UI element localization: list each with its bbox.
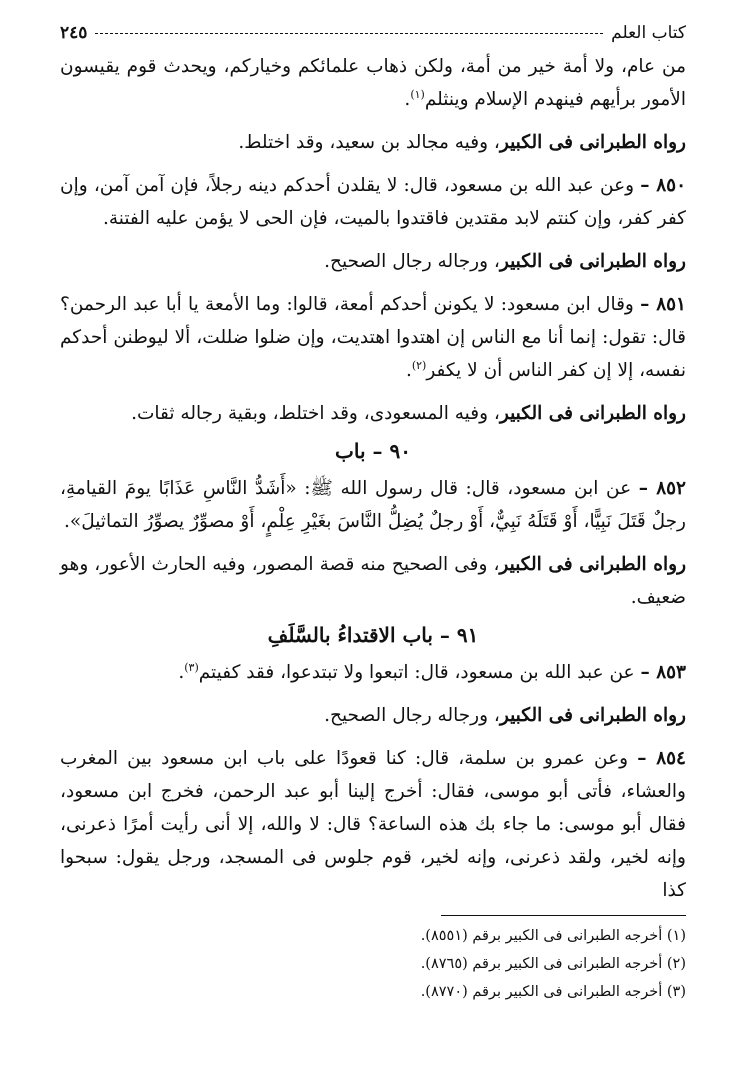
hadith-852: ٨٥٢ – عن ابن مسعود، قال: قال رسول الله ﷺ: «أَشَدُّ النَّاسِ عَذَابًا يومَ القيامةِ، رجلٌ قَتَلَ نَبِيًّا، أَوْ قَتَلَهُ نَبِيٌّ، أَوْ رجلٌ يُضِلُّ النَّاسَ بغَيْرِ عِلْمٍ، أَوْ مصوِّرٌ يصوِّرُ التماثيلَ».	[60, 478, 686, 532]
source-note: رواه الطبرانى فى الكبير، ورجاله رجال الصحيح.	[324, 705, 686, 726]
hadith-850: ٨٥٠ – وعن عبد الله بن مسعود، قال: لا يقلدن أحدكم دينه رجلاً، فإن آمن آمن، وإن كفر كفر، وإن كنتم لابد مقتدين فاقتدوا بالميت، فإن الحى لا يؤمن عليه الفتنة.	[60, 175, 687, 229]
page	[60, 16, 686, 1006]
source-note: رواه الطبرانى فى الكبير، وفيه مجالد بن سعيد، وقد اختلط.	[238, 132, 686, 153]
hadith-number: ٨٥٤ –	[637, 748, 686, 769]
chapter-heading-90: ٩٠ – باب	[335, 439, 411, 463]
hadith-number: ٨٥٣ –	[640, 662, 686, 683]
book-title: كتاب العلم	[611, 23, 686, 43]
hadith-number: ٨٥٢ –	[638, 478, 686, 499]
footnote-2: (٢) أخرجه الطبرانى فى الكبير برقم (٨٧٦٥).	[420, 956, 686, 972]
page-number: ٢٤٥	[60, 23, 88, 43]
source-note: رواه الطبرانى فى الكبير، وفيه المسعودى، وقد اختلط، وبقية رجاله ثقات.	[131, 403, 686, 424]
footnote-ref-3[interactable]: (٣)	[184, 660, 199, 674]
source-note: رواه الطبرانى فى الكبير، وفى الصحيح منه قصة المصور، وفيه الحارث الأعور، وهو ضعيف.	[60, 554, 686, 608]
footnote-separator	[441, 915, 686, 916]
paragraph-continuation: من عام، ولا أمة خير من أمة، ولكن ذهاب علمائكم وخياركم، ويحدث قوم يقيسون الأمور برأيهم فينهدم الإسلام وينثلم$^{(١)}$.	[60, 56, 686, 110]
running-header	[60, 16, 686, 50]
footnote-ref-2[interactable]: (٢)	[411, 358, 427, 372]
hadith-854: ٨٥٤ – وعن عمرو بن سلمة، قال: كنا قعودًا على باب ابن مسعود بين المغرب والعشاء، فأتى أبو موسى، فقال: أخرج إلينا أبو عبد الرحمن، فخرج ابن مسعود، فقال أبو موسى: ما جاء بك هذه الساعة؟ قال: لا والله، إلا أنى رأيت أمرًا ذعرنى، وإنه لخير، ولقد ذعرنى، وإنه لخير، قوم جلوس فى المسجد، ورجل يقول: سبحوا كذا	[60, 748, 686, 901]
source-note: رواه الطبرانى فى الكبير، ورجاله رجال الصحيح.	[324, 251, 686, 272]
footnote-1: (١) أخرجه الطبرانى فى الكبير برقم (٨٥٥١).	[420, 928, 686, 944]
hadith-851: ٨٥١ – وقال ابن مسعود: لا يكونن أحدكم أمعة، قالوا: وما الأمعة يا أبا عبد الرحمن؟ قال: تقول: إنما أنا مع الناس إن اهتدوا اهتديت، وإن ضلوا ضللت، ألا ليوطنن أحدكم نفسه، إلا إن كفر الناس أن لا يكفر$^{(٢)}$.	[60, 294, 686, 381]
header-rule	[95, 33, 603, 34]
hadith-853: ٨٥٣ – عن عبد الله بن مسعود، قال: اتبعوا ولا تبتدعوا، فقد كفيتم$^{(٣)}$.	[178, 660, 686, 683]
footnote-ref-1[interactable]: (١)	[410, 87, 425, 101]
chapter-heading-91: ٩١ – باب الاقتداءُ بالسَّلَفِ	[267, 623, 479, 647]
footnote-3: (٣) أخرجه الطبرانى فى الكبير برقم (٨٧٧٠).	[420, 984, 686, 1000]
hadith-number: ٨٥٠ –	[640, 175, 687, 196]
hadith-number: ٨٥١ –	[640, 294, 686, 315]
